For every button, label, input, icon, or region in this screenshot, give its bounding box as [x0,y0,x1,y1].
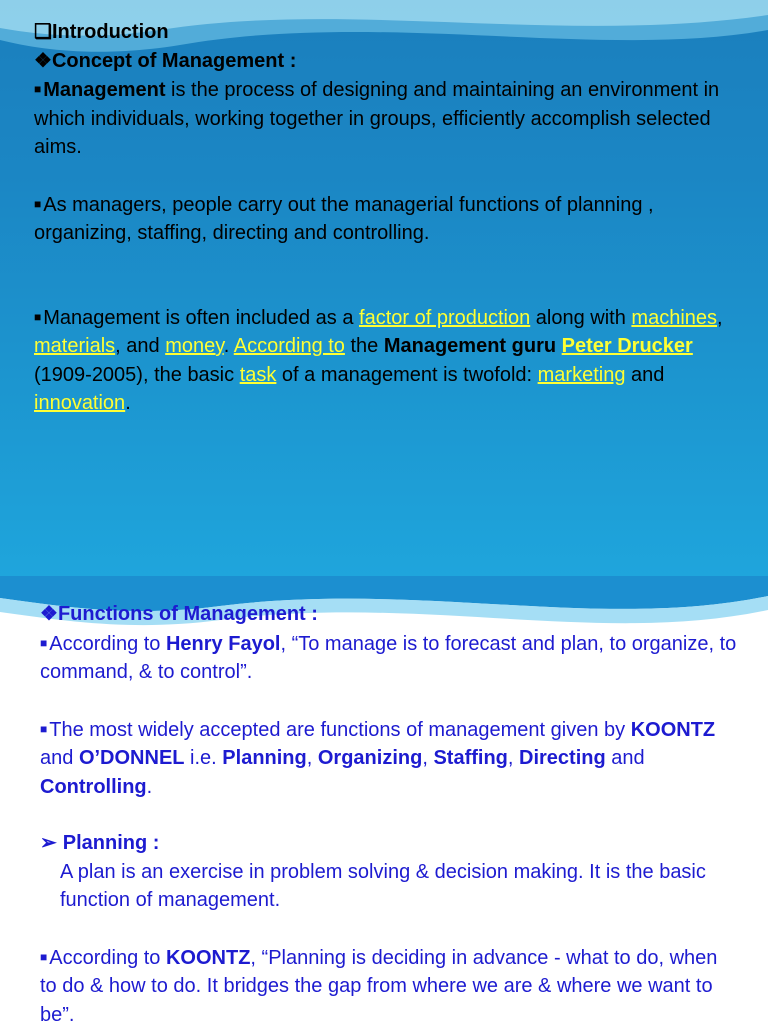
paragraph-fayol: ■ According to Henry Fayol, “To manage is to forecast and plan, to organize, to command, & to control”. [40,632,737,683]
link-machines[interactable]: machines [631,306,718,329]
paragraph-koontz-planning: ■ According to KOONTZ, “Planning is deciding in advance - what to do, when to do & how to do. It bridges the gap from where we are & where we want to be”. [40,946,718,1024]
square-bullet-icon: ■ [34,196,42,211]
link-innovation[interactable]: innovation [34,392,126,414]
paragraph-functions: ■ As managers, people carry out the managerial functions of planning , organizing, staffing, directing and controlling. [34,193,654,244]
heading-concept: ❖Concept of Management : [34,49,297,72]
square-bullet-icon: ■ [40,949,48,964]
checkbox-square-icon: ❑ [34,21,52,43]
four-diamond-bullet-icon: ❖ [40,603,58,625]
slide2-content [40,600,738,1024]
square-bullet-icon: ■ [40,721,48,736]
link-task[interactable]: task [239,363,277,386]
paragraph-planning: A plan is an exercise in problem solving & decision making. It is the basic function of management. [60,860,706,911]
square-bullet-icon: ■ [34,82,42,96]
paragraph-drucker: ■ Management is often included as a factor of production along with machines, materials, and money. According to the Management guru Peter Drucker (1909-2005), the basic task of a management is twofold: marketing and innovation. [34,306,723,414]
heading-planning: ➢ Planning : [40,832,160,854]
link-factor-of-production[interactable]: factor of production [359,306,531,329]
slide1-content [34,18,738,418]
link-according-to[interactable]: According to [233,335,345,357]
paragraph-koontz-functions: ■ The most widely accepted are functions of management given by KOONTZ and O’DONNEL i.e. Planning, Organizing, Staffing, Directing and Controlling. [40,718,716,798]
arrowhead-bullet-icon: ➢ [40,832,57,854]
square-bullet-icon: ■ [34,309,42,324]
heading-functions: ❖Functions of Management : [40,603,318,625]
four-diamond-bullet-icon: ❖ [34,49,52,72]
link-money[interactable]: money [165,335,224,357]
link-marketing[interactable]: marketing [537,363,626,386]
link-materials[interactable]: materials [34,335,116,357]
heading-introduction: ❑Introduction [34,21,169,43]
slide-functions [0,576,768,1024]
paragraph-definition: ■ Management is the process of designing and maintaining an environment in which individuals, working together in groups, efficiently accomplish selected aims. [34,79,720,158]
square-bullet-icon: ■ [40,635,48,650]
link-peter-drucker[interactable]: Peter Drucker [561,335,693,357]
